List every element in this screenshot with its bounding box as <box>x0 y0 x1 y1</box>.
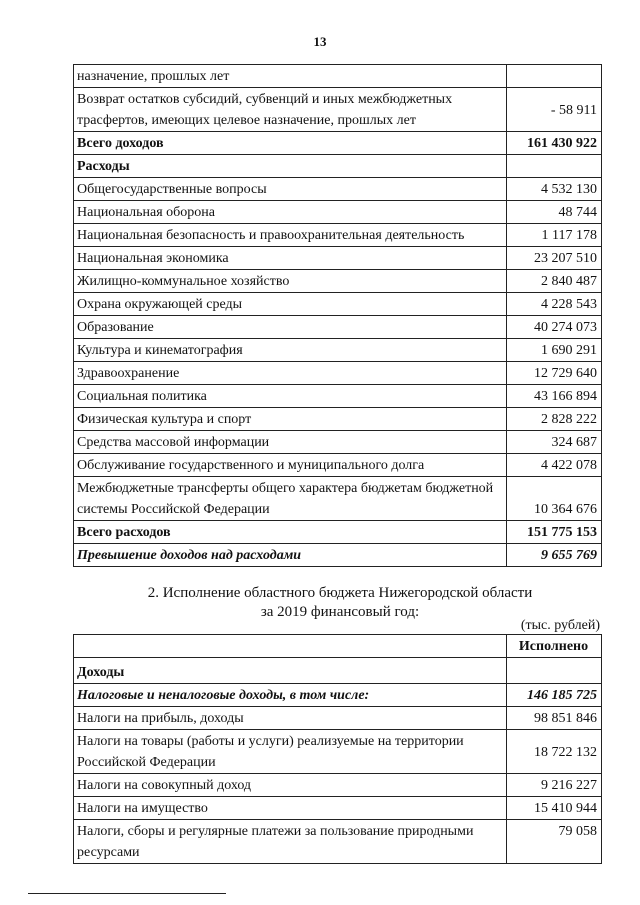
table-row <box>74 155 602 178</box>
row-value: 23 207 510 <box>507 247 602 270</box>
section-heading <box>60 584 620 622</box>
row-label: Здравоохранение <box>74 362 507 385</box>
row-label: Возврат остатков субсидий, субвенций и иных межбюджетных трасфертов, имеющих целевое назначение, прошлых лет <box>74 88 507 132</box>
table-row <box>74 316 602 339</box>
row-value: 146 185 725 <box>507 684 602 707</box>
row-label: Культура и кинематография <box>74 339 507 362</box>
row-label: Всего доходов <box>74 132 507 155</box>
footnote-divider <box>28 893 226 894</box>
row-value: 4 532 130 <box>507 178 602 201</box>
table-row <box>74 362 602 385</box>
row-value: 4 228 543 <box>507 293 602 316</box>
row-label: Доходы <box>74 658 507 684</box>
table-row <box>74 521 602 544</box>
table-row <box>74 544 602 567</box>
row-label: Социальная политика <box>74 385 507 408</box>
row-value <box>507 155 602 178</box>
header-empty-cell <box>74 635 507 658</box>
row-label: Средства массовой информации <box>74 431 507 454</box>
row-label: Обслуживание государственного и муниципального долга <box>74 454 507 477</box>
row-value: 4 422 078 <box>507 454 602 477</box>
row-label: Налоги на прибыль, доходы <box>74 707 507 730</box>
row-value <box>507 658 602 684</box>
table-row <box>74 385 602 408</box>
page-number: 13 <box>313 34 327 49</box>
table-row <box>74 658 602 684</box>
column-header: Исполнено <box>507 635 602 658</box>
row-label: Национальная экономика <box>74 247 507 270</box>
expenses-table <box>73 64 602 567</box>
row-value: 2 840 487 <box>507 270 602 293</box>
row-value: 2 828 222 <box>507 408 602 431</box>
row-value: 15 410 944 <box>507 797 602 820</box>
revenue-table <box>73 634 602 864</box>
row-label: Общегосударственные вопросы <box>74 178 507 201</box>
row-label: Налоги на товары (работы и услуги) реализуемые на территории Российской Федерации <box>74 730 507 774</box>
row-label: Всего расходов <box>74 521 507 544</box>
row-value: 48 744 <box>507 201 602 224</box>
table-row <box>74 132 602 155</box>
table-row <box>74 65 602 88</box>
row-label: Налоги на совокупный доход <box>74 774 507 797</box>
row-label: назначение, прошлых лет <box>74 65 507 88</box>
row-label: Охрана окружающей среды <box>74 293 507 316</box>
row-label: Национальная безопасность и правоохранительная деятельность <box>74 224 507 247</box>
row-value: 10 364 676 <box>507 477 602 521</box>
table-row <box>74 178 602 201</box>
section-heading-line2: за 2019 финансовый год: <box>260 604 420 620</box>
table-row <box>74 820 602 864</box>
row-value: 1 690 291 <box>507 339 602 362</box>
row-label: Образование <box>74 316 507 339</box>
row-value: 98 851 846 <box>507 707 602 730</box>
table-row <box>74 270 602 293</box>
table-row <box>74 201 602 224</box>
table-row <box>74 224 602 247</box>
row-value: 151 775 153 <box>507 521 602 544</box>
table-header-row <box>74 635 602 658</box>
row-label: Налоговые и неналоговые доходы, в том числе: <box>74 684 507 707</box>
units-label: (тыс. рублей) <box>520 618 600 633</box>
table-row <box>74 454 602 477</box>
table-row <box>74 797 602 820</box>
row-value: 40 274 073 <box>507 316 602 339</box>
row-value: 79 058 <box>507 820 602 864</box>
row-value: 18 722 132 <box>507 730 602 774</box>
row-value <box>507 65 602 88</box>
table-row <box>74 431 602 454</box>
row-label: Налоги на имущество <box>74 797 507 820</box>
table-row <box>74 707 602 730</box>
table-row <box>74 339 602 362</box>
row-value: 9 655 769 <box>507 544 602 567</box>
row-label: Физическая культура и спорт <box>74 408 507 431</box>
row-label: Превышение доходов над расходами <box>74 544 507 567</box>
row-value: 324 687 <box>507 431 602 454</box>
table-row <box>74 730 602 774</box>
row-label: Налоги, сборы и регулярные платежи за пользование природными ресурсами <box>74 820 507 864</box>
row-value: 43 166 894 <box>507 385 602 408</box>
table-row <box>74 684 602 707</box>
row-value: - 58 911 <box>507 88 602 132</box>
table-row <box>74 477 602 521</box>
table-row <box>74 408 602 431</box>
table-row <box>74 247 602 270</box>
row-label: Жилищно-коммунальное хозяйство <box>74 270 507 293</box>
row-value: 9 216 227 <box>507 774 602 797</box>
row-label: Расходы <box>74 155 507 178</box>
table-row <box>74 88 602 132</box>
section-heading-line1: 2. Исполнение областного бюджета Нижегородской области <box>147 585 533 601</box>
row-label: Национальная оборона <box>74 201 507 224</box>
table-row <box>74 774 602 797</box>
table-row <box>74 293 602 316</box>
row-value: 161 430 922 <box>507 132 602 155</box>
row-value: 12 729 640 <box>507 362 602 385</box>
row-label: Межбюджетные трансферты общего характера бюджетам бюджетной системы Российской Федерации <box>74 477 507 521</box>
row-value: 1 117 178 <box>507 224 602 247</box>
